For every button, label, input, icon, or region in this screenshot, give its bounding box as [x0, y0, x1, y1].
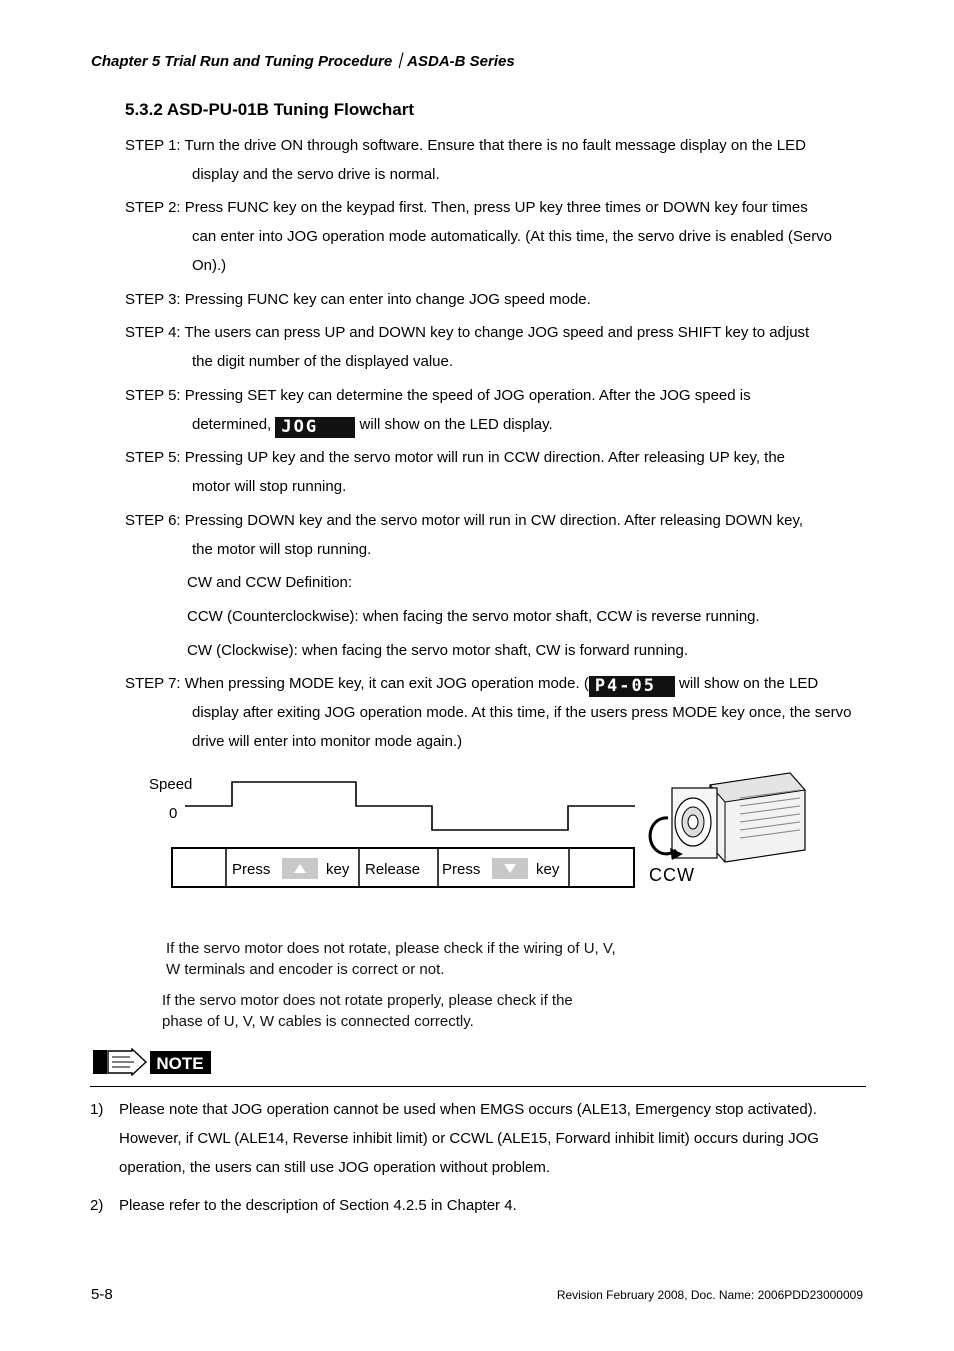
- servo-motor-icon: [672, 773, 805, 862]
- figure-note-2: If the servo motor does not rotate properly, please check if the phase of U, V, W cables is connected correctly.: [162, 992, 573, 1030]
- press-label: Press: [442, 861, 481, 878]
- step-continuation: display and the servo drive is normal.: [192, 166, 440, 183]
- cw-definition: CW (Clockwise): when facing the servo motor shaft, CW is forward running.: [187, 642, 688, 659]
- page-number: 5-8: [91, 1286, 113, 1303]
- jog-speed-diagram: [140, 770, 820, 910]
- step-text: Pressing SET key can determine the speed of JOG operation. After the JOG speed is: [180, 387, 751, 404]
- step-continuation: motor will stop running.: [192, 478, 347, 495]
- note-badge: [92, 1048, 212, 1076]
- note-item-2: [90, 1191, 880, 1220]
- note-text: Please note that JOG operation cannot be used when EMGS occurs (ALE13, Emergency stop activated). However, if CWL (ALE14, Reverse inhibit limit) or CCWL (ALE15, Forward inhibit limit) occurs during JOG operation, the users can still use JOG operation without problem.: [119, 1101, 819, 1176]
- step-text: Pressing FUNC key can enter into change JOG speed mode.: [180, 291, 591, 308]
- note-number: 2): [90, 1197, 104, 1214]
- step-label: STEP 4:: [125, 324, 181, 341]
- note-text: Please refer to the description of Section 4.2.5 in Chapter 4.: [119, 1197, 517, 1214]
- step-continuation: display after exiting JOG operation mode. At this time, if the users press MODE key once, the servo drive will enter into monitor mode again.): [192, 704, 852, 750]
- step-text: Pressing DOWN key and the servo motor will run in CW direction. After releasing DOWN key,: [180, 512, 804, 529]
- step-text: Press FUNC key on the keypad first. Then, press UP key three times or DOWN key four times: [180, 199, 808, 216]
- step-text-part: will show on the LED display.: [355, 416, 553, 433]
- step-text: When pressing MODE key, it can exit JOG operation mode. (: [180, 675, 589, 692]
- step-continuation: can enter into JOG operation mode automatically. (At this time, the servo drive is enabled (Servo On).): [192, 228, 833, 274]
- step-label: STEP 6:: [125, 512, 181, 529]
- step-5b: [125, 443, 870, 501]
- note-label: NOTE: [156, 1054, 204, 1073]
- speed-axis-label: Speed: [149, 776, 193, 793]
- key-label: key: [326, 861, 350, 878]
- step-text: Turn the drive ON through software. Ensure that there is no fault message display on the LED: [180, 137, 806, 154]
- note-item-1: [90, 1095, 875, 1182]
- key-label: key: [536, 861, 560, 878]
- note-divider: [90, 1086, 866, 1087]
- step-text: The users can press UP and DOWN key to change JOG speed and press SHIFT key to adjust: [180, 324, 810, 341]
- zero-axis-label: 0: [169, 805, 178, 822]
- step-1: [125, 131, 870, 189]
- step-label: STEP 7:: [125, 675, 181, 692]
- step-6: [125, 506, 870, 564]
- step-text: Pressing UP key and the servo motor will run in CCW direction. After releasing UP key, the: [180, 449, 786, 466]
- step-5a: [125, 381, 870, 439]
- step-label: STEP 5:: [125, 387, 181, 404]
- step-2: [125, 193, 870, 280]
- step-continuation: [125, 410, 870, 439]
- step-3: [125, 285, 870, 314]
- led-display-p4-05: P4-05: [589, 676, 675, 697]
- step-7: [125, 669, 870, 756]
- step-label: STEP 1:: [125, 137, 181, 154]
- speed-waveform: [185, 782, 635, 830]
- step-label: STEP 2:: [125, 199, 181, 216]
- step-label: STEP 3:: [125, 291, 181, 308]
- step-continuation: the digit number of the displayed value.: [192, 353, 453, 370]
- revision-info: Revision February 2008, Doc. Name: 2006PDD23000009: [556, 1288, 863, 1302]
- press-label: Press: [232, 861, 271, 878]
- pointing-hand-icon: [93, 1049, 146, 1075]
- figure-note-1: If the servo motor does not rotate, please check if the wiring of U, V, W terminals and encoder is correct or not.: [166, 940, 616, 978]
- step-continuation: the motor will stop running.: [192, 541, 372, 558]
- step-4: [125, 318, 870, 376]
- note-number: 1): [90, 1101, 104, 1118]
- section-title: 5.3.2 ASD-PU-01B Tuning Flowchart: [125, 100, 415, 119]
- step-label: STEP 5:: [125, 449, 181, 466]
- led-display-jog: JOG: [275, 417, 355, 438]
- chapter-header: Chapter 5 Trial Run and Tuning Procedure｜ASDA-B Series: [91, 53, 515, 70]
- cw-ccw-definition-title: CW and CCW Definition:: [187, 574, 353, 591]
- step-text: will show on the LED: [674, 675, 819, 692]
- ccw-label: CCW: [649, 865, 695, 885]
- release-label: Release: [365, 861, 421, 878]
- ccw-definition: CCW (Counterclockwise): when facing the servo motor shaft, CCW is reverse running.: [187, 608, 760, 625]
- step-text-part: determined,: [192, 416, 276, 433]
